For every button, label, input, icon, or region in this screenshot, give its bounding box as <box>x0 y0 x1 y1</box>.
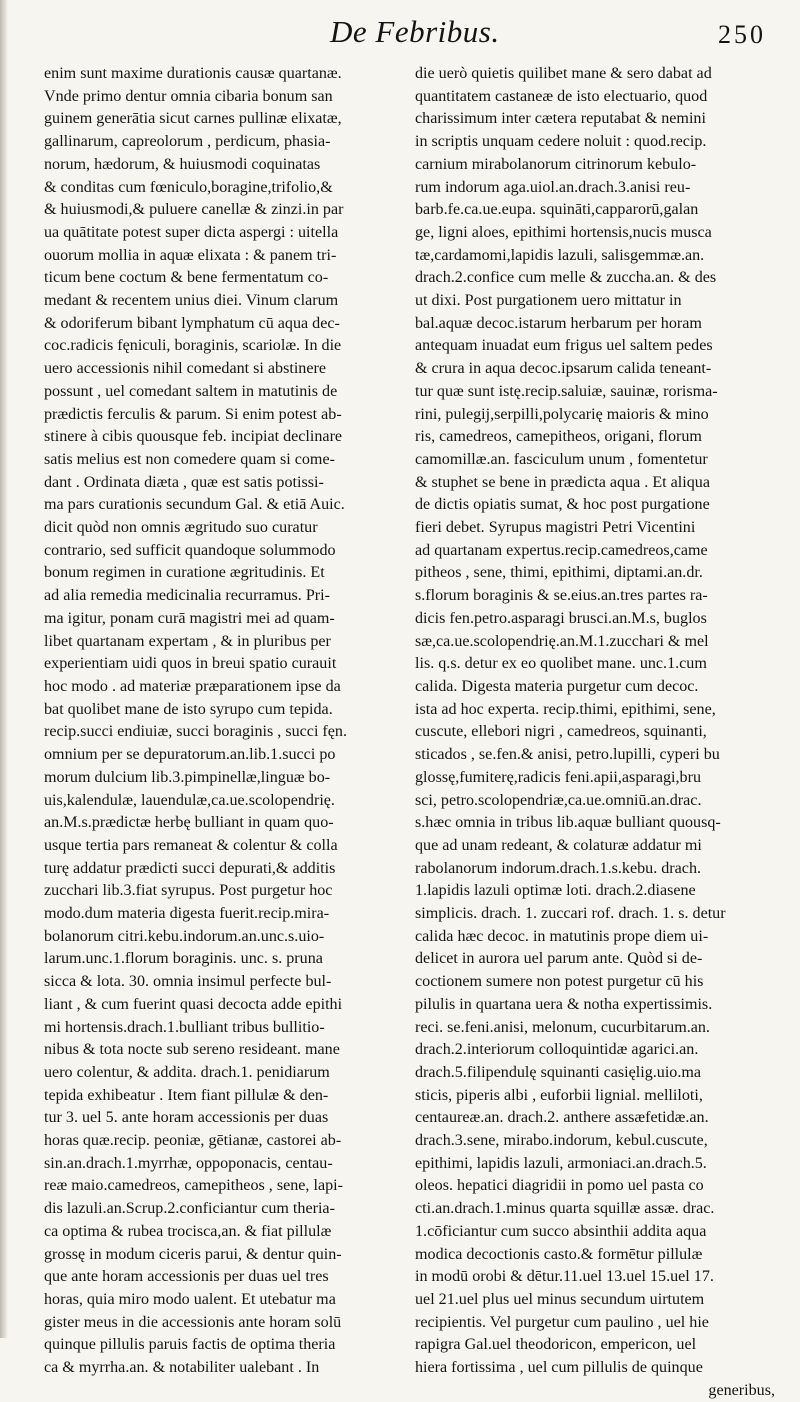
text-line: hoc modo . ad materiæ præparationem ipse da <box>44 677 341 695</box>
text-line: an.M.s.prædictæ herbę bulliant in quam quo- <box>44 814 334 832</box>
text-line: ut dixi. Post purgationem uero mittatur in <box>415 292 682 310</box>
text-line: rum indorum aga.uiol.an.drach.3.anisi reu- <box>415 178 691 196</box>
text-line: camomillæ.an. fasciculum unum , fomentetur <box>415 450 708 468</box>
text-line: sticados , se.fen.& anisi, petro.lupilli, cyperi bu <box>415 746 720 764</box>
text-line: rabolanorum indorum.drach.1.s.kebu. drach. <box>415 859 702 877</box>
text-line: enim sunt maxime durationis causæ quartanæ. <box>44 65 342 82</box>
left-text-column <box>44 63 414 1380</box>
text-line: drach.5.filipendulę squinanti casięlig.uio.ma <box>415 1063 702 1081</box>
text-line: drach.2.interiorum colloquintidæ agarici.an. <box>415 1041 699 1059</box>
text-line: drach.2.confice cum melle & zuccha.an. & des <box>415 269 717 287</box>
text-line: ua quātitate potest super dicta aspergi : uitella <box>44 223 339 241</box>
text-line: omnium per se depuratorum.an.lib.1.succi po <box>44 746 336 764</box>
text-line: pitheos , sene, thimi, epithimi, diptami.an.dr. <box>415 564 703 582</box>
text-line: tur quæ sunt istę.recip.saluiæ, sauinæ, rorisma- <box>415 382 718 400</box>
text-line: dicis fen.petro.asparagi brusci.an.M.s, buglos <box>415 609 707 627</box>
text-line: uero colentur, & addita. drach.1. penidiarum <box>44 1063 330 1081</box>
text-line: sæ,ca.ue.scolopendrię.an.M.1.zucchari & mel <box>415 632 709 650</box>
text-line: ma pars curationis secundum Gal. & etiā Auic. <box>44 496 345 514</box>
text-line: & crura in aqua decoc.ipsarum calida teneant- <box>415 360 712 378</box>
text-line: & stuphet se bene in prædicta aqua . Et aliqua <box>415 473 710 491</box>
text-line: & odoriferum bibant lymphatum cū aqua dec- <box>44 314 340 332</box>
text-line: morum dulcium lib.3.pimpinellæ,linguæ bo- <box>44 768 331 786</box>
text-line: medant & recentem unius diei. Vinum clarum <box>44 292 339 310</box>
text-line: coc.radicis fęniculi, boraginis, scariolæ. In die <box>44 337 342 355</box>
text-line: s.florum boraginis & se.eius.an.tres partes ra- <box>415 587 708 605</box>
text-line: ris, camedreos, camepitheos, origani, florum <box>415 428 702 446</box>
text-line: ca & myrrha.an. & notabiliter ualebant . In <box>44 1359 320 1377</box>
text-line: que ante horam accessionis per duas uel tres <box>44 1268 329 1286</box>
text-line: quinque pillulis paruis factis de optima theria <box>44 1336 336 1354</box>
text-line: centaureæ.an. drach.2. anthere assæfetidæ.an. <box>415 1109 709 1127</box>
text-line: gallinarum, capreolorum , perdicum, phasia- <box>44 133 331 151</box>
text-line: Vnde primo dentur omnia cibaria bonum san <box>44 87 333 105</box>
text-line: & huiusmodi,& puluere canellæ & zinzi.in par <box>44 201 344 219</box>
text-line: de dictis opiatis sumat, & hoc post purgatione <box>415 496 710 514</box>
text-line: usque tertia pars remaneat & colentur & colla <box>44 836 338 854</box>
text-line: 1.cōficiantur cum succo absinthii addita aqua <box>415 1222 707 1240</box>
text-line: sci, petro.scolopendriæ,ca.ue.omniū.an.drac. <box>415 791 702 809</box>
text-line: epithimi, lapidis lazuli, armoniaci.an.drach.5. <box>415 1154 707 1172</box>
text-line: cuscute, ellebori nigri , camedreos, squinanti, <box>415 723 707 741</box>
text-line: coctionem sumere non potest purgetur cū his <box>415 973 704 991</box>
text-line: zucchari lib.3.fiat syrupus. Post purgetur hoc <box>44 882 333 900</box>
text-line: ad alia remedia medicinalia recurramus. Pri- <box>44 587 330 605</box>
text-line: pilulis in quartana uera & notha expertissimis. <box>415 995 713 1013</box>
text-line: die uerò quietis quilibet mane & sero dabat ad <box>415 65 712 82</box>
catchword: generibus, <box>708 1381 775 1399</box>
text-line: dis lazuli.an.Scrup.2.conficiantur cum theria- <box>44 1200 335 1218</box>
text-line: rapigra Gal.uel theodoricon, empericon, uel <box>415 1336 697 1354</box>
text-line: experientiam uidi quos in breui spatio curauit <box>44 655 337 673</box>
text-line: horas, quia miro modo ualent. Et utebatur ma <box>44 1290 336 1308</box>
text-line: contrario, sed sufficit quandoque solummodo <box>44 541 336 559</box>
text-line: libet quartanam expertam , & in pluribus per <box>44 632 331 650</box>
page-gutter-shadow <box>0 0 8 1338</box>
text-line: ticum bene coctum & bene fermentatum co- <box>44 269 329 287</box>
text-line: uis,kalendulæ, lauendulæ,ca.ue.scolopendrię. <box>44 791 335 809</box>
text-line: ista ad hoc experta. recip.thimi, epithimi, sene, <box>415 700 716 718</box>
text-line: sin.an.drach.1.myrrhæ, oppoponacis, centau- <box>44 1154 333 1172</box>
text-line: drach.3.sene, mirabo.indorum, kebul.cuscute, <box>415 1132 708 1150</box>
text-line: uero accessionis nihil comedant si abstinere <box>44 360 327 378</box>
text-line: 1.lapidis lazuli optimæ loti. drach.2.diasene <box>415 882 696 900</box>
text-line: fieri debet. Syrupus magistri Petri Vicentini <box>415 519 696 537</box>
text-line: recip.succi endiuiæ, succi boraginis , succi fęn. <box>44 723 348 741</box>
text-line: ma igitur, ponam curā magistri mei ad quam- <box>44 609 335 627</box>
text-line: modica decoctionis casto.& formētur pillulæ <box>415 1245 703 1263</box>
text-line: ad quartanam expertus.recip.camedreos,came <box>415 541 708 559</box>
text-line: barb.fe.ca.ue.eupa. squināti,capparorū,galan <box>415 201 699 219</box>
page-number: 250 <box>718 20 766 49</box>
text-line: hiera fortissima , uel cum pillulis de quinque <box>415 1359 703 1377</box>
text-line: ge, ligni aloes, epithimi hortensis,nucis musca <box>415 223 712 241</box>
text-line: dicit quòd non omnis ægritudo suo curatur <box>44 519 318 537</box>
text-line: antequam inuadat eum frigus uel saltem pedes <box>415 337 713 355</box>
text-line: stinere à cibis quousque feb. incipiat declinare <box>44 428 343 446</box>
text-line: satis melius est non comedere quam si come- <box>44 450 335 468</box>
text-line: gister meus in die accessionis ante horam solū <box>44 1313 342 1331</box>
text-line: dant . Ordinata diæta , quæ est satis potissi- <box>44 473 324 491</box>
page-title: De Febribus. <box>330 14 500 49</box>
text-line: calida hæc decoc. in matutinis prope diem ui- <box>415 927 709 945</box>
text-line: in modū orobi & dētur.11.uel 13.uel 15.uel 17. <box>415 1268 714 1286</box>
text-line: tæ,cardamomi,lapidis lazuli, salisgemmæ.an. <box>415 246 705 264</box>
text-line: cti.an.drach.1.minus quarta squillæ assæ. drac. <box>415 1200 715 1218</box>
text-line: s.hæc omnia in tribus lib.aquæ bulliant quousq- <box>415 814 721 832</box>
text-line: modo.dum materia digesta fuerit.recip.mira- <box>44 905 330 923</box>
text-line: guinem generātia sicut carnes pullinæ elixatæ, <box>44 110 342 128</box>
text-line: lis. q.s. detur ex eo quolibet mane. unc.1.cum <box>415 655 707 673</box>
text-line: reæ maio.camedreos, camepitheos , sene, lapi- <box>44 1177 343 1195</box>
text-line: turę addatur prædicti succi depurati,& additis <box>44 859 336 877</box>
text-line: calida. Digesta materia purgetur cum decoc. <box>415 677 699 695</box>
text-line: horas quæ.recip. peoniæ, gētianæ, castorei ab- <box>44 1132 342 1150</box>
text-line: tur 3. uel 5. ante horam accessionis per duas <box>44 1109 329 1127</box>
text-line: in scriptis unquam cedere noluit : quod.recip. <box>415 133 707 151</box>
text-line: & conditas cum fœniculo,boragine,trifolio,& <box>44 178 333 196</box>
text-line: tepida exhibeatur . Item fiant pillulæ & den- <box>44 1086 329 1104</box>
text-line: grossę in modum ciceris parui, & dentur quin- <box>44 1245 342 1263</box>
text-line: uel 21.uel plus uel minus secundum uirtutem <box>415 1290 705 1308</box>
right-text-column <box>415 63 775 1402</box>
text-line: rini, pulegij,serpilli,polycarię maioris & mino <box>415 405 709 423</box>
text-line: larum.unc.1.florum boraginis. unc. s. pruna <box>44 950 323 968</box>
text-line: delicet in aurora uel parum ante. Quòd si de- <box>415 950 703 968</box>
text-line: mi hortensis.drach.1.bulliant tribus bullitio- <box>44 1018 325 1036</box>
text-line: nibus & tota nocte sub sereno resideant. mane <box>44 1041 340 1059</box>
text-line: sicca & lota. 30. omnia insimul perfecte bul- <box>44 973 332 991</box>
text-line: bal.aquæ decoc.istarum herbarum per horam <box>415 314 702 332</box>
text-line: carnium mirabolanorum citrinorum kebulo- <box>415 155 697 173</box>
text-line: simplicis. drach. 1. zuccari rof. drach. 1. s. detur <box>415 905 726 923</box>
text-line: glossę,fumiterę,radicis feni.apii,asparagi,bru <box>415 768 702 786</box>
text-line: possunt , uel comedant saltem in matutinis de <box>44 382 338 400</box>
text-line: ouorum mollia in aquæ elixata : & panem tri- <box>44 246 337 264</box>
text-line: oleos. hepatici diagridii in pomo uel pasta co <box>415 1177 704 1195</box>
text-line: bonum regimen in curatione ægritudinis. Et <box>44 564 325 582</box>
text-line: charissimum inter cætera reputabat & nemini <box>415 110 706 128</box>
text-line: norum, hædorum, & huiusmodi coquinatas <box>44 155 321 173</box>
text-line: bat quolibet mane de isto syrupo cum tepida. <box>44 700 333 718</box>
text-line: bolanorum citri.kebu.indorum.an.unc.s.uio- <box>44 927 325 945</box>
running-head <box>0 14 800 60</box>
text-line: prædictis ferculis & parum. Si enim potest ab- <box>44 405 342 423</box>
text-line: ca optima & rubea trocisca,an. & fiat pillulæ <box>44 1222 332 1240</box>
text-line: sticis, piperis albi , euforbii lignial. melliloti, <box>415 1086 703 1104</box>
text-line: reci. se.feni.anisi, melonum, cucurbitarum.an. <box>415 1018 710 1036</box>
text-line: quantitatem castaneæ de isto electuario, quod <box>415 87 708 105</box>
text-line: que ad unam redeant, & colaturæ addatur mi <box>415 836 702 854</box>
text-line: liant , & cum fuerint quasi decocta adde epithi <box>44 995 343 1013</box>
text-line: recipientis. Vel purgetur cum paulino , uel hie <box>415 1313 709 1331</box>
